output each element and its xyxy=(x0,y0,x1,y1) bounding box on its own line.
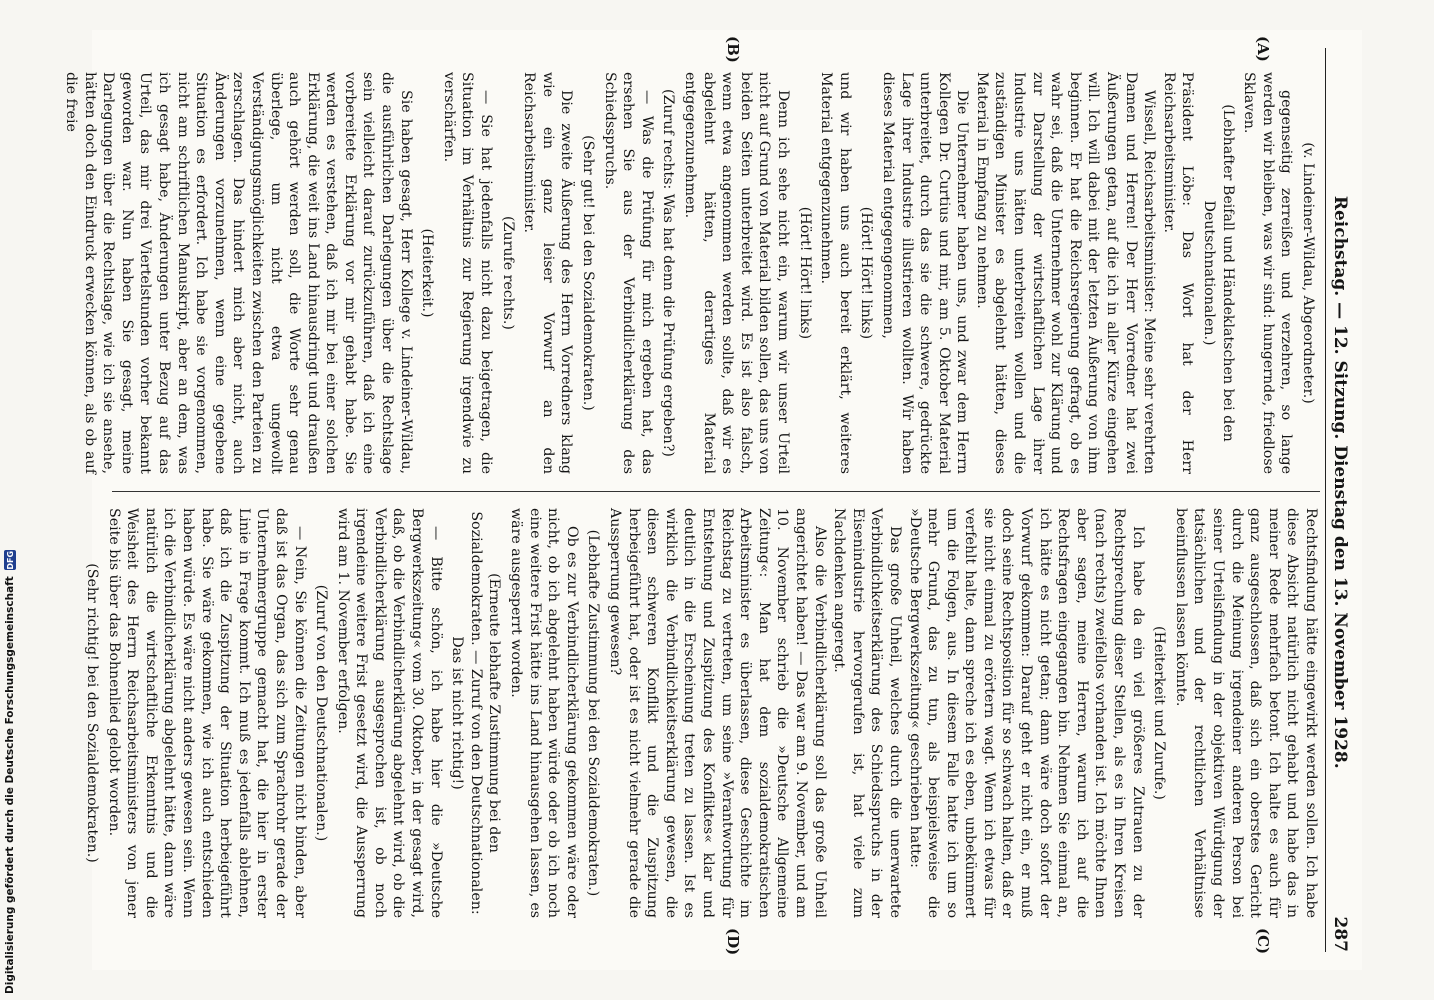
left-column-paragraph: (Lebhafter Beifall und Händeklatschen bei den Deutschnationalen.) xyxy=(1201,104,1236,442)
document-page xyxy=(63,30,1362,970)
right-column-paragraph: Ob es zur Verbindlicherklärung gekommen wäre oder nicht, ob ich abgelehnt haben würde oder ob ich noch eine weitere Frist hätte ins Land hinausgehen lassen, es wäre ausgesperrt worden. xyxy=(508,508,580,918)
right-column-paragraph: — Nein, Sie können die Zeitungen nicht binden, aber daß ist das Organ, das sich zum Sprachrohr gerade der Unternehmergruppe gemacht hat, die hier in erster Linie in Frage kommt. Ich muß es jedenfalls ablehnen, daß ich die Zuspitzung der Situation herbeigeführt habe. Sie wäre gekommen, wie ich auch entschieden haben würde. Es wäre nicht anders gewesen sein. Wenn ich die Verbindlicherklärung abgelehnt hätte, dann wäre natürlich die wirtschaftliche Erkenntnis und die Weisheit des Herrn Reichsarbeitsministers von jener Seite bis über das Bohnenlied gelobt worden. xyxy=(105,508,308,918)
left-column-paragraph: und wir haben uns auch bereit erklärt, weiteres Material entgegenzunehmen. xyxy=(818,72,853,474)
credit-text: Digitalisierung gefördert durch die Deutsche Forschungsgemeinschaft xyxy=(4,576,16,994)
right-column xyxy=(84,508,1320,918)
left-column-paragraph: (Heiterkeit.) xyxy=(419,228,436,318)
left-column-paragraph: (Zurufe rechts.) xyxy=(499,216,516,330)
column-divider xyxy=(112,491,1320,492)
left-column-paragraph: Die zweite Äußerung des Herrn Vorredners klang wie ein ganz leiser Vorwurf an den Reichsarbeitsminister. xyxy=(521,72,575,474)
digitization-credit xyxy=(2,0,18,1000)
left-column-paragraph: (Hört! Hört! links) xyxy=(796,206,813,340)
page-number: 287 xyxy=(1329,916,1350,952)
left-column-paragraph: Wissell, Reichsarbeitsminister: Meine sehr verehrten Damen und Herren! Der Herr Vorredner hat zwei Äußerungen getan, auf die ich in aller Kürze eingehen will. Ich will dabei mit der letzten Äußerung von ihm beginnen. Er hat die Reichsregierung gefragt, ob es wahr sei, daß die Unternehmer wohl zur Klärung und zur Darstellung der wirtschaftlichen Lage ihrer Industrie uns hätten unterbreiten wollen und die zuständigen Minister es abgelehnt hätten, dieses Material in Empfang zu nehmen. xyxy=(973,72,1158,474)
right-column-paragraph: (Sehr richtig! bei den Sozialdemokraten.) xyxy=(84,563,100,863)
right-column-paragraph: (Heiterkeit und Zurufe.) xyxy=(1151,626,1168,800)
left-column-paragraph: Sie haben gesagt, Herr Kollege v. Lindeiner-Wildau, die ausführlichen Darlegungen über die Rechtslage sein vielleicht darauf zurückzuführen, daß ich eine vorbereitete Erklärung vor mir gehabt habe. Sie werden es verstehen, daß ich mir bei einer solchen Erklärung, die weit ins Land hinausdringt und draußen auch gehört werden soll, die Worte sehr genau überlege, um nicht etwa ungewollt Verständigungsmöglichkeiten zwischen den Parteien zu zerschlagen. Das hindert mich aber nicht, auch Änderungen vorzunehmen, wenn eine gegebene Situation es erfordert. Ich habe sie vorgenommen, nicht am schriftlichen Manuskript, aber an dem, was ich gesagt habe, Änderungen unter Bezug auf das Urteil, das mir drei Viertelstunden vorher bekannt geworden war. Nun haben Sie gesagt, meine Darlegungen über die Rechtslage, wie ich sie ansehe, hätten doch den Eindruck erwecken können, als ob auf die freie xyxy=(63,72,414,474)
dfg-logo-icon: DFG xyxy=(5,550,15,570)
right-column-paragraph: Rechtsfindung hätte eingewirkt werden sollen. Ich habe diese Absicht natürlich nicht gehabt und habe das in meiner Rede mehrfach betont. Ich halte es auch für ganz ausgeschlossen, daß sich ein oberstes Gericht durch die Meinung irgendeiner anderen Person bei seiner Urteilsfindung in der objektiven Würdigung der tatsächlichen und der rechtlichen Verhältnisse beeinflussen lassen könnte. xyxy=(1172,508,1319,918)
margin-letter-a: (A) xyxy=(1254,36,1272,62)
left-column-paragraph: Denn ich sehe nicht ein, warum wir unser Urteil nicht auf Grund von Material bilden sollen, das uns von beiden Seiten unterbreitet wird. Es ist also falsch, wenn etwa angenommen werden sollte, daß wir es abgelehnt hätten, derartiges Material entgegenzunehmen. xyxy=(682,72,791,474)
running-head: Reichstag. — 12. Sitzung. Dienstag den 13. November 1928. xyxy=(1329,195,1350,769)
right-column-paragraph: Also die Verbindlicherklärung soll das große Unheil angerichtet haben! — Das war am 9. November, und am 10. November schrieb die »Deutsche Allgemeine Zeitung«: Man hat dem sozialdemokratischen Arbeitsminister es überlassen, diese Geschichte im Reichstag zu vertreten, um seine »Verantwortung für Entstehung und Zuspitzung des Konfliktes« klar und deutlich in die Erscheinung treten zu lassen. Ist es wirklich die Verbindlichkeitserklärung gewesen, die diesen schweren Konflikt und die Zuspitzung herbeigeführt hat, oder ist es nicht vielmehr gerade die Aussperrung gewesen? xyxy=(607,508,828,918)
left-column-paragraph: (v. Lindeiner-Wildau, Abgeordneter.) xyxy=(1300,142,1316,404)
left-column-paragraph: — Was die Prüfung für mich ergeben hat, das ersehen Sie aus der Verbindlicherklärung des Schiedsspruchs. xyxy=(601,72,655,474)
right-column-paragraph: — Bitte schön, ich habe hier die »Deutsche Bergwerkszeitung« vom 30. Oktober, in der gesagt wird, daß, ob die Verbindlicherklärung abgelehnt wird, ob die Verbindlicherklärung ausgesprochen ist, ob noch irgendeine weitere Frist gesetzt wird, die Aussperrung wird am 1. November erfolgen. xyxy=(334,508,444,918)
page-header xyxy=(1325,48,1356,952)
left-column-paragraph: — Sie hat jedenfalls nicht dazu beigetragen, die Situation im Verhältnis zur Regierung irgendwie zu verschärfen. xyxy=(440,72,495,474)
left-column-paragraph: Die Unternehmer haben uns, und zwar dem Herrn Kollegen Dr. Curtius und mir, am 5. Oktober Material unterbreitet, durch das sie die schwere, gedrückte Lage ihrer Industrie illustrieren wollten. Wir haben dieses Material entgegengenommen, xyxy=(879,72,971,474)
left-column-paragraph: Präsident Löbe: Das Wort hat der Herr Reichsarbeitsminister. xyxy=(1160,72,1196,474)
left-column xyxy=(63,72,1320,474)
margin-letter-b: (B) xyxy=(724,36,742,63)
left-column-paragraph: gegenseitig zerreißen und verzehren, so lange werden wir bleiben, was wir sind: hungernde, friedlose Sklaven. xyxy=(1241,72,1295,474)
right-column-paragraph: (Lebhafte Zustimmung bei den Sozialdemokraten.) xyxy=(585,529,602,897)
left-column-paragraph: (Sehr gut! bei den Sozialdemokraten.) xyxy=(580,135,597,411)
right-column-paragraph: (Zuruf von den Deutschnationalen.) xyxy=(313,584,330,842)
left-column-paragraph: (Zuruf rechts: Was hat denn die Prüfung ergeben?) xyxy=(660,89,677,457)
margin-letter-d: (D) xyxy=(724,928,742,956)
right-column-paragraph: Das große Unheil, welches durch die unerwartete Verbindlichkeitserklärung des Schiedsspruchs in der Eisenindustrie hervorgerufen ist, hat viele zum Nachdenken angeregt. xyxy=(831,508,903,918)
right-column-paragraph: Ich habe da ein viel größeres Zutrauen zu der Rechtsprechung dieser Stellen, als es in Ihren Kreisen (nach rechts) zweifellos vorhanden ist. Ich möchte Ihnen aber sagen, meine Herren, warum ich auf die Rechtsfragen eingegangen bin. Nehmen Sie einmal an, ich hätte es nicht getan; dann wäre doch sofort der Vorwurf gekommen: Darauf geht er nicht ein, er muß doch seine Rechtsposition für so schwach halten, daß er sie nicht einmal zu erörtern wagt. Wenn ich etwas für verfehlt halte, dann spreche ich es eben, unbekümmert um die Folgen, aus. In diesem Falle hatte ich um so mehr Grund, das zu tun, als beispielsweise die »Deutsche Bergwerkszeitung« geschrieben hatte: xyxy=(906,508,1146,918)
right-column-paragraph: (Erneute lebhafte Zustimmung bei den Sozialdemokraten. — Zuruf von den Deutschnationalen: Das ist nicht richtig!) xyxy=(449,511,503,915)
margin-letter-c: (C) xyxy=(1254,928,1272,955)
left-column-paragraph: (Hört! Hört! links) xyxy=(858,206,875,340)
